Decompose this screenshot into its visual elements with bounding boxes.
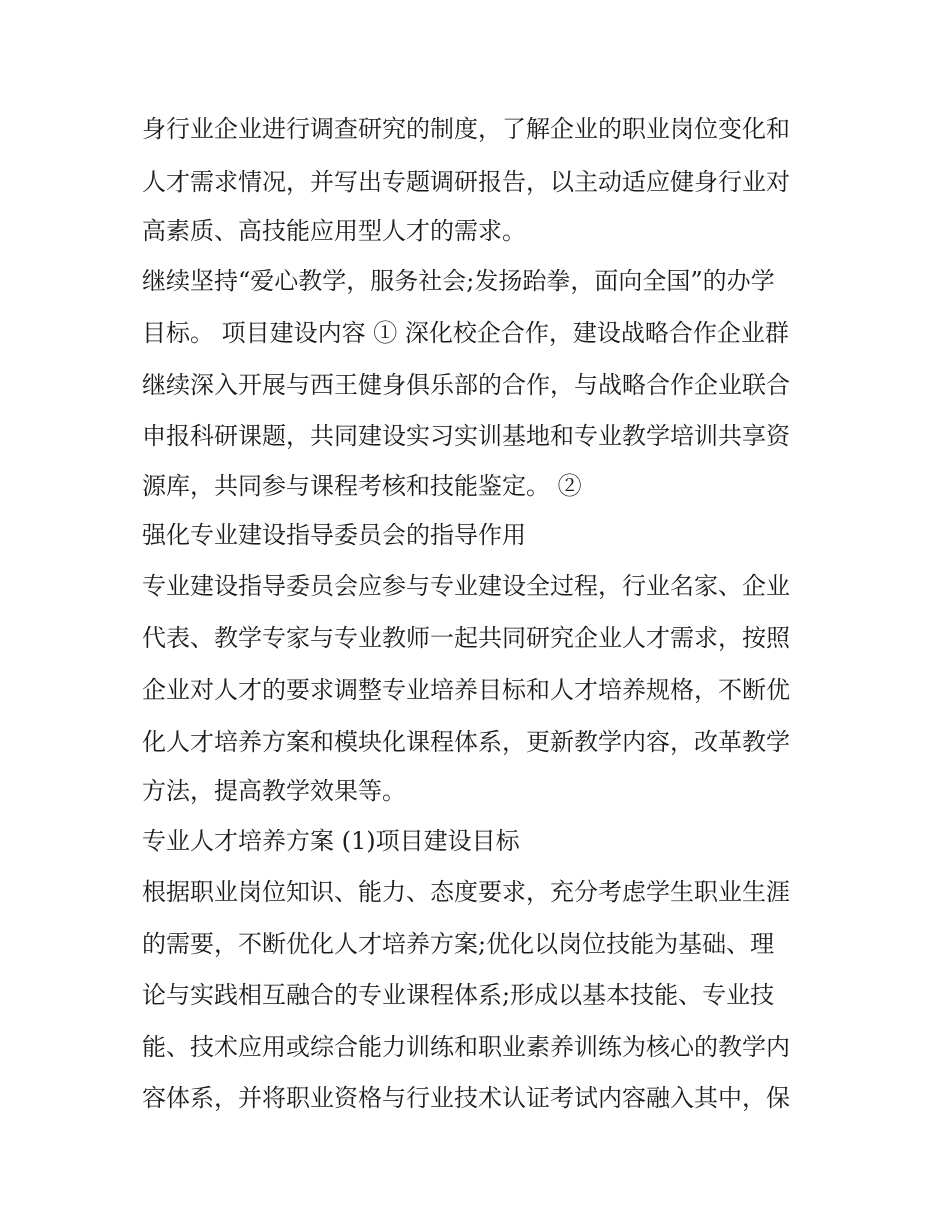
text-line: 高素质、高技能应用型人才的需求。 [142, 217, 526, 245]
text-line: 化人才培养方案和模块化课程体系，更新教学内容，改革教学 [142, 728, 790, 756]
text-line: 源库，共同参与课程考核和技能鉴定。 ② [142, 472, 582, 500]
text-line: 论与实践相互融合的专业课程体系;形成以基本技能、专业技 [142, 981, 775, 1009]
text-line: 企业对人才的要求调整专业培养目标和人才培养规格，不断优 [142, 676, 790, 704]
text-line: 目标。 项目建设内容 ① 深化校企合作，建设战略合作企业群 [142, 319, 789, 347]
text-line: 继续坚持“爱心教学，服务社会;发扬跆拳，面向全国”的办学 [142, 267, 775, 295]
text-line: 人才需求情况，并写出专题调研报告，以主动适应健身行业对 [142, 168, 790, 196]
text-line: 方法，提高教学效果等。 [142, 777, 406, 805]
text-line: 的需要，不断优化人才培养方案;优化以岗位技能为基础、理 [142, 930, 775, 958]
text-line: 代表、教学专家与专业教师一起共同研究企业人才需求，按照 [142, 624, 790, 652]
text-line: 专业建设指导委员会应参与专业建设全过程，行业名家、企业 [142, 572, 790, 600]
text-line: 容体系，并将职业资格与行业技术认证考试内容融入其中，保 [142, 1084, 790, 1112]
text-line: 继续深入开展与西王健身俱乐部的合作，与战略合作企业联合 [142, 371, 790, 399]
section-heading: 专业人才培养方案 (1)项目建设目标 [142, 827, 520, 855]
section-heading: 强化专业建设指导委员会的指导作用 [142, 521, 526, 549]
text-line: 申报科研课题，共同建设实习实训基地和专业教学培训共享资 [142, 422, 790, 450]
text-line: 身行业企业进行调查研究的制度，了解企业的职业岗位变化和 [142, 115, 790, 143]
text-line: 能、技术应用或综合能力训练和职业素养训练为核心的教学内 [142, 1033, 790, 1061]
text-line: 根据职业岗位知识、能力、态度要求，充分考虑学生职业生涯 [142, 878, 790, 906]
